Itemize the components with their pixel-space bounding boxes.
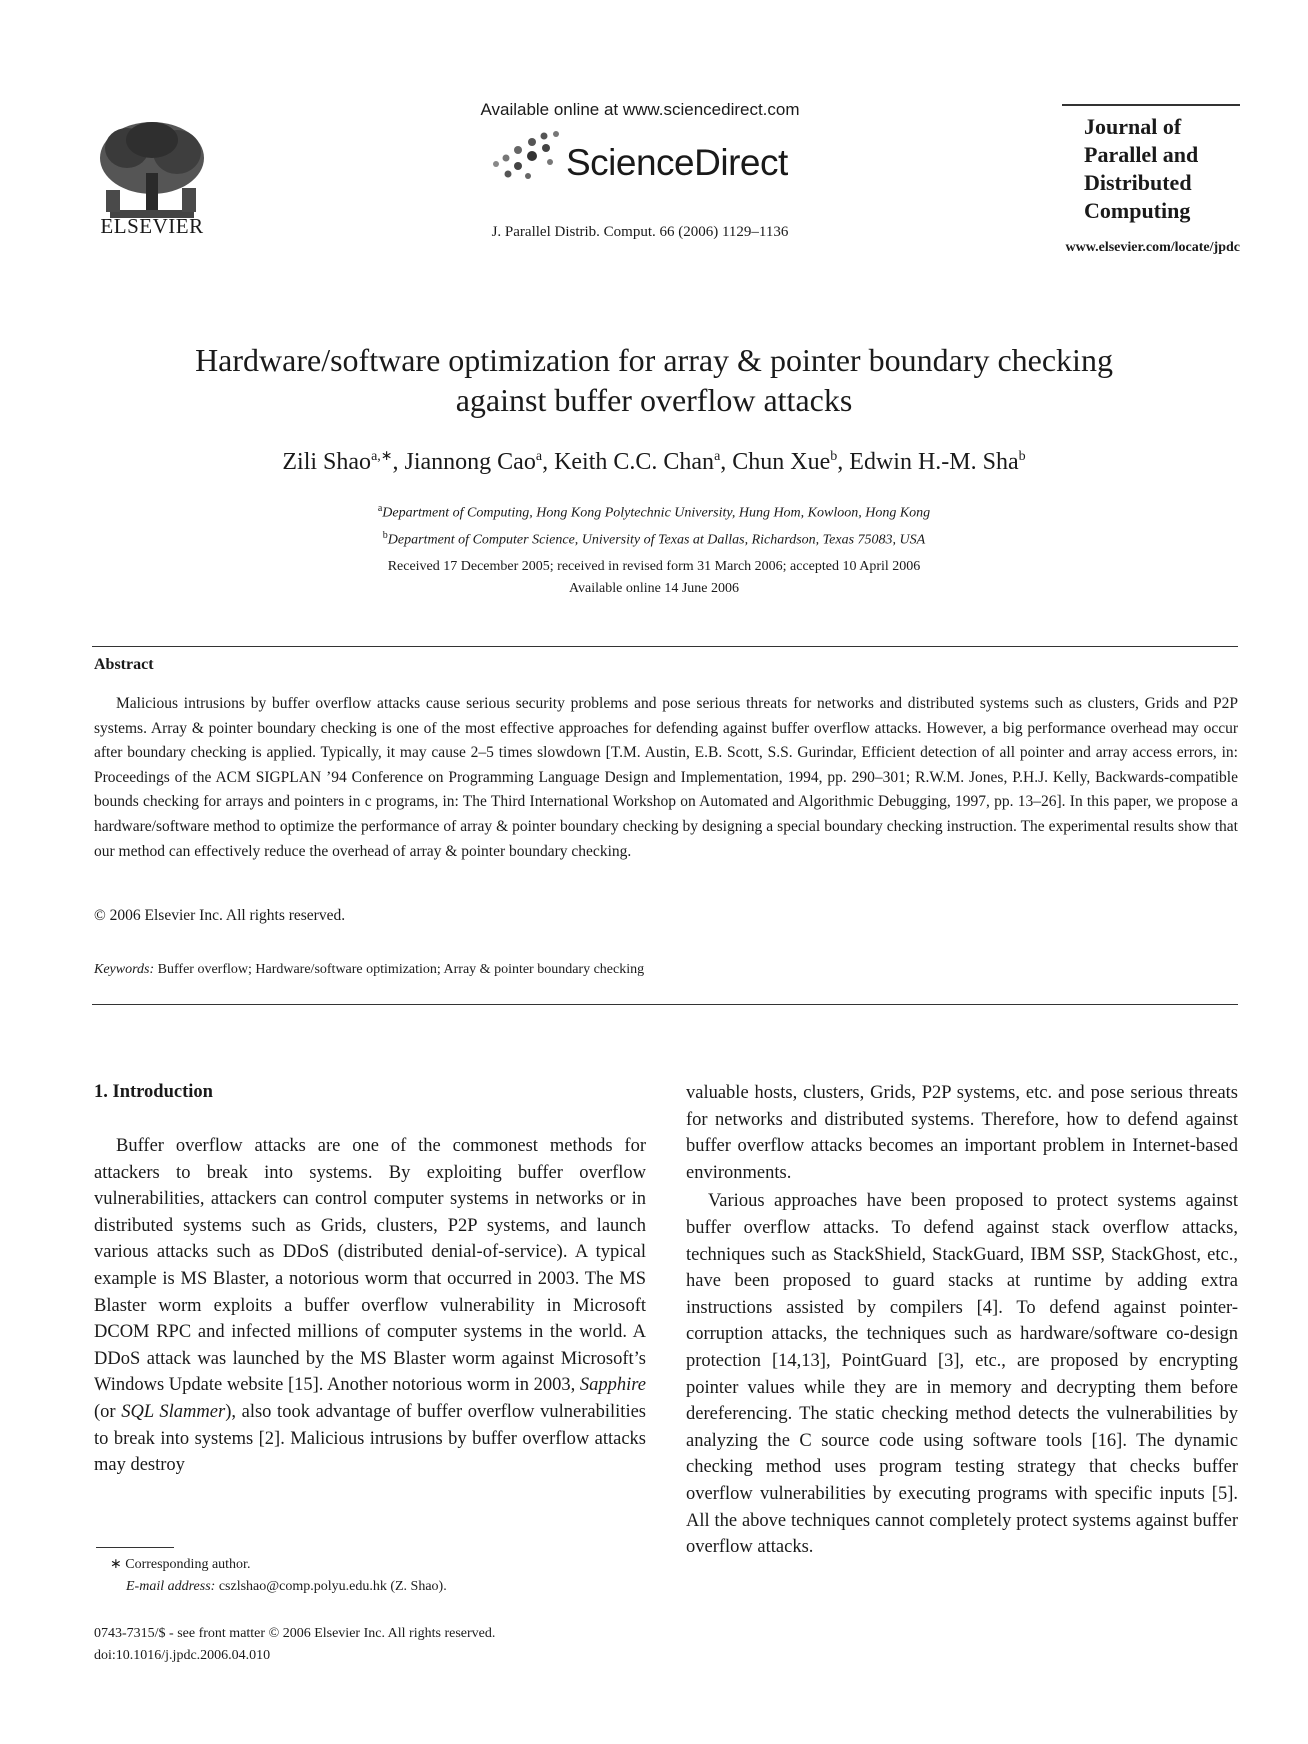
intro-left-paragraph: Buffer overflow attacks are one of the commonest methods for attackers to break into systems. By exploiting buffer overflow vulnerabilities, attackers can control computer systems in networks or in distributed systems such as Grids, clusters, P2P systems, and launch various attacks such as DDoS (distributed denial-of-service). A typical example is MS Blaster, a notorious worm that occurred in 2003. The MS Blaster worm exploits a buffer overflow vulnerability in Microsoft DCOM RPC and infected millions of computer systems in the world. A DDoS attack was launched by the MS Blaster worm against Microsoft’s Windows Update website [15]. Another notorious worm in 2003, Sapphire (or SQL Slammer), also took advantage of buffer overflow vulnerabilities to break into systems [2]. Malicious intrusions by buffer overflow attacks may destroy <box>94 1136 647 1476</box>
publisher-name: ELSEVIER <box>100 214 204 238</box>
received-dates: Received 17 December 2005; received in revised form 31 March 2006; accepted 10 April 2006 <box>387 559 921 574</box>
journal-citation: J. Parallel Distrib. Comput. 66 (2006) 1129–1136 <box>491 224 789 240</box>
author-name: Keith C.C. Chan <box>554 449 715 475</box>
affiliation-line: $^b$Department of Computer Science, University of Texas at Dallas, Richardson, Texas 75083, USA <box>382 529 926 548</box>
available-date: Available online 14 June 2006 <box>568 581 740 596</box>
abstract-top-rule <box>92 646 1238 647</box>
author-name: Jiannong Cao <box>404 449 536 475</box>
intro-right-column <box>686 1080 1238 1561</box>
abstract-bottom-rule <box>92 1004 1238 1005</box>
journal-title-line: Computing <box>1084 198 1191 223</box>
journal-title-line: Parallel and <box>1084 142 1199 167</box>
paper-title-line: Hardware/software optimization for array & pointer boundary checking <box>195 342 1113 378</box>
author-name: Edwin H.-M. Sha <box>849 449 1019 475</box>
corresponding-author-note: ∗ Corresponding author. <box>110 1557 251 1572</box>
abstract-heading: Abstract <box>94 656 154 673</box>
available-online-note: Available online at www.sciencedirect.com <box>480 100 800 119</box>
footnote-rule <box>96 1547 174 1548</box>
sciencedirect-dots-icon <box>488 128 566 184</box>
email-link[interactable]: cszlshao@comp.polyu.edu.hk <box>218 1579 387 1594</box>
doi-link[interactable]: doi:10.1016/j.jpdc.2006.04.010 <box>94 1648 271 1663</box>
keywords <box>94 962 644 978</box>
author-affil-sup: a <box>535 449 543 464</box>
journal-title-line: Distributed <box>1084 170 1192 195</box>
article-dates <box>100 556 1208 600</box>
affiliation-line: $^a$Department of Computing, Hong Kong Polytechnic University, Hung Hom, Kowloon, Hong Kong <box>377 503 931 521</box>
email-label: E-mail address: <box>126 1579 216 1594</box>
author-name: Chun Xue <box>732 449 831 475</box>
abstract-copyright: © 2006 Elsevier Inc. All rights reserved. <box>94 907 346 924</box>
author-affil-sup: a <box>714 449 721 464</box>
sciencedirect-brand: ScienceDirect <box>566 142 788 183</box>
issn-line: 0743-7315/$ - see front matter © 2006 Elsevier Inc. All rights reserved. <box>94 1626 496 1641</box>
journal-title <box>1084 113 1198 225</box>
paper-title <box>100 340 1208 420</box>
worm-name-sapphire: Sapphire <box>579 1375 647 1396</box>
author-affil-sup: a,∗ <box>371 449 393 464</box>
intro-right-paragraph: Various approaches have been proposed to protect systems against buffer overflow attacks. To defend against stack overflow attacks, techniques such as StackShield, StackGuard, IBM SSP, StackGhost, etc., have been proposed to guard stacks at runtime by adding extra instructions assisted by compilers [4]. To defend against pointer-corruption attacks, the techniques such as hardware/software co-design protection [14,13], PointGuard [3], etc., are proposed by encrypting pointer values while they are in memory and decrypting them before dereferencing. The static checking method detects the vulnerabilities by analyzing the C source code using software tools [16]. The dynamic checking method uses program testing strategy that checks buffer overflow vulnerabilities by executing programs with specific inputs [5]. All the above techniques cannot completely protect systems against buffer overflow attacks. <box>686 1191 1238 1558</box>
section-heading-introduction: 1. Introduction <box>94 1082 213 1102</box>
keywords-label: Keywords: <box>94 962 155 977</box>
worm-name-sql-slammer: SQL Slammer <box>121 1401 226 1422</box>
paper-title-line: against buffer overflow attacks <box>455 382 853 418</box>
journal-title-line: Journal of <box>1084 114 1182 139</box>
intro-right-paragraph: valuable hosts, clusters, Grids, P2P systems, etc. and pose serious threats for networks and distributed systems. Therefore, how to defend against buffer overflow attacks becomes an important problem in Internet-based environments. <box>686 1083 1238 1183</box>
keywords-list: Buffer overflow; Hardware/software optimization; Array & pointer boundary checking <box>157 962 645 977</box>
author-name: Zili Shao <box>282 449 372 475</box>
author-list: Zili Shao$^{a,∗}$, Jiannong Cao$^a$, Keith C.C. Chan$^a$, Chun Xue$^b$, Edwin H.-M. Sha$^b$ <box>282 449 1026 475</box>
author-affil-sup: b <box>830 449 838 464</box>
email-suffix: (Z. Shao). <box>390 1579 447 1594</box>
journal-url-link[interactable]: www.elsevier.com/locate/jpdc <box>1065 240 1240 255</box>
affiliations <box>100 498 1208 551</box>
abstract-body: Malicious intrusions by buffer overflow attacks cause serious security problems and pose serious threats for networks and distributed systems such as clusters, Grids and P2P systems. Array & pointer boundary checking is one of the most effective approaches for defending against buffer overflow attacks. However, a big performance overhead may occur after boundary checking is applied. Typically, it may cause 2–5 times slowdown [T.M. Austin, E.B. Scott, S.S. Gurindar, Efficient detection of all pointer and array access errors, in: Proceedings of the ACM SIGPLAN ’94 Conference on Programming Language Design and Implementation, 1994, pp. 290–301; R.W.M. Jones, P.H.J. Kelly, Backwards-compatible bounds checking for arrays and pointers in c programs, in: The Third International Workshop on Automated and Algorithmic Debugging, 1997, pp. 13–26]. In this paper, we propose a hardware/software method to optimize the performance of array & pointer boundary checking by designing a special boundary checking instruction. The experimental results show that our method can effectively reduce the overhead of array & pointer boundary checking. <box>94 695 1238 860</box>
email-footnote <box>126 1579 447 1595</box>
author-affil-sup: b <box>1018 449 1026 464</box>
